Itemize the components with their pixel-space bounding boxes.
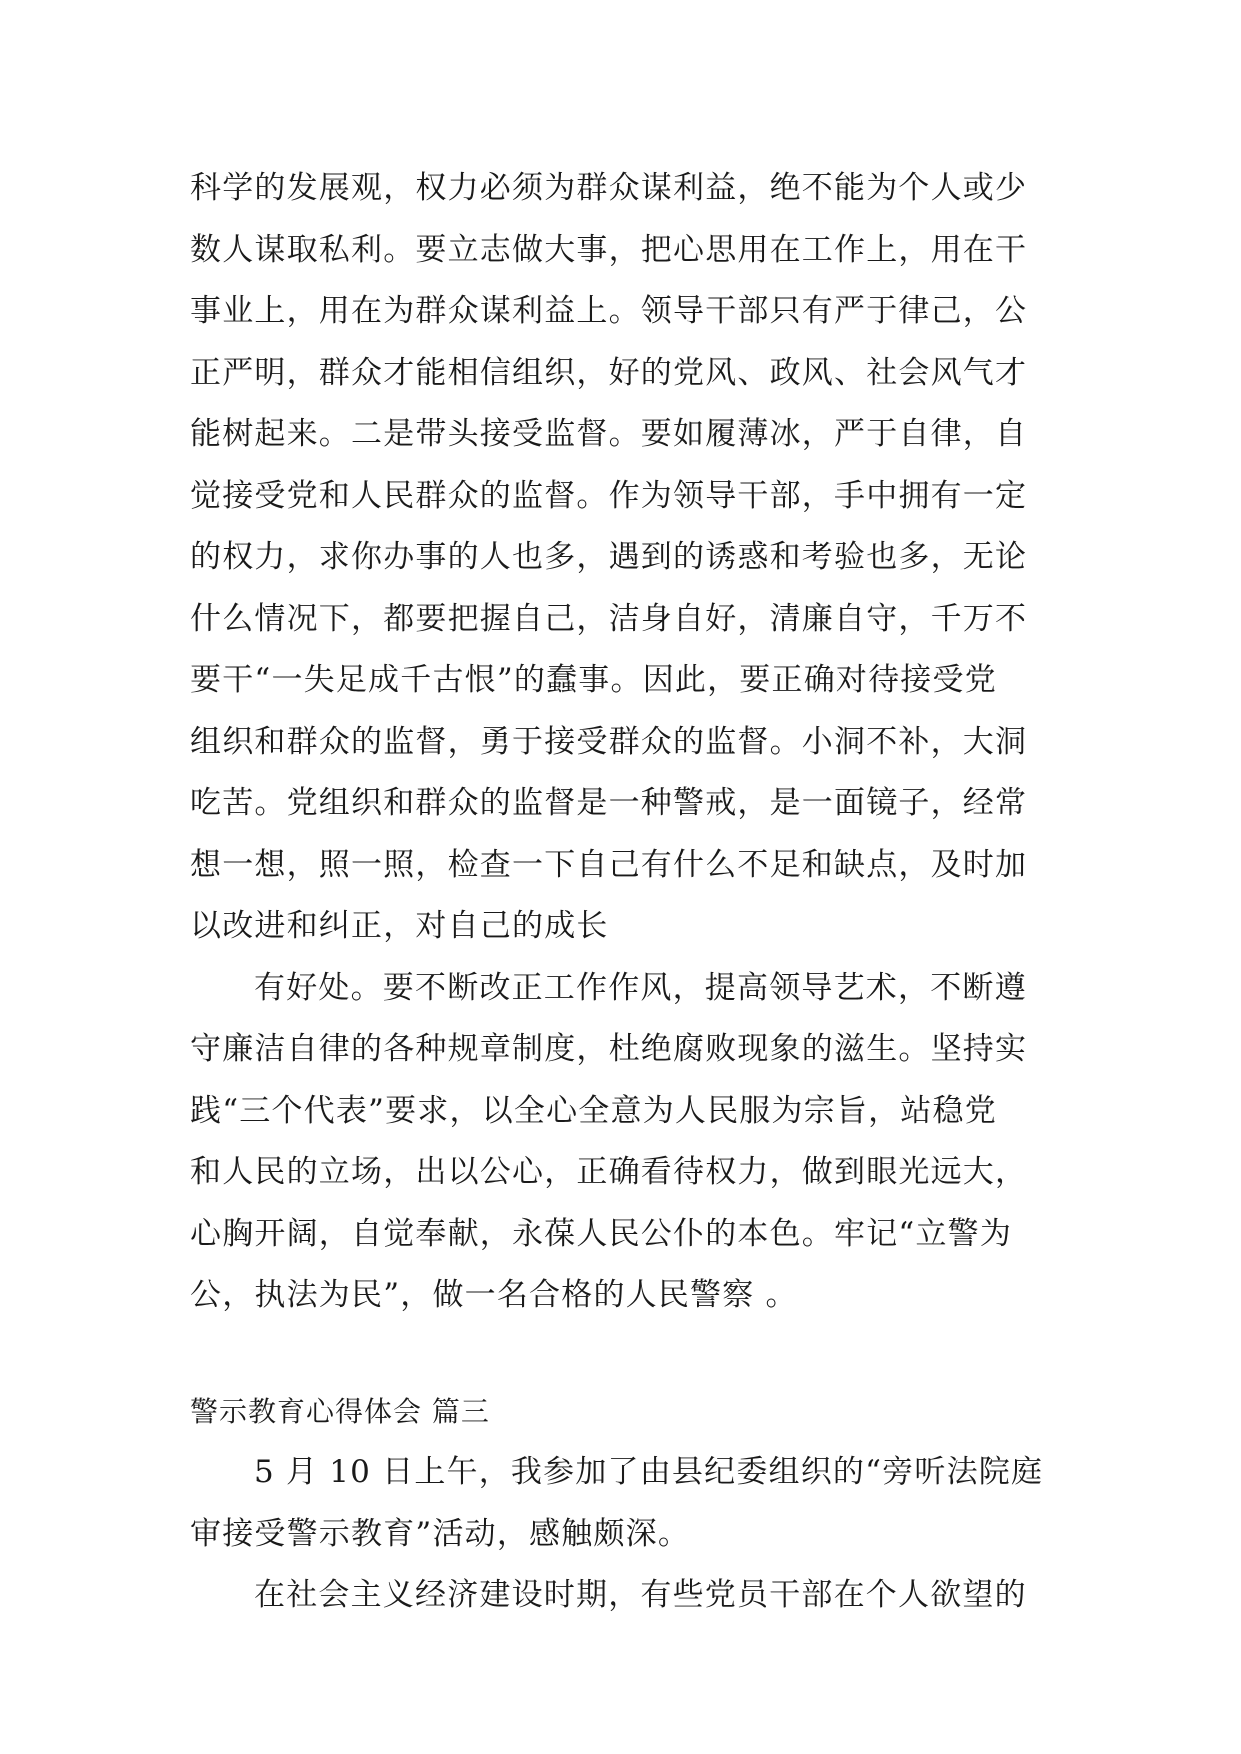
text-line: 和人民的立场，出以公心，正确看待权力，做到眼光远大，: [190, 1154, 1028, 1190]
text-line: 组织和群众的监督，勇于接受群众的监督。小洞不补，大洞: [190, 723, 1028, 760]
paragraph: [190, 958, 1070, 1327]
text-line: 在社会主义经济建设时期，有些党员干部在个人欲望的: [254, 1577, 1027, 1613]
text-line: 事业上，用在为群众谋利益上。领导干部只有严于律己，公: [190, 293, 1028, 329]
text-line: 心胸开阔，自觉奉献，永葆人民公仆的本色。牢记“立警为: [190, 1215, 1013, 1252]
text-line: 能树起来。二是带头接受监督。要如履薄冰，严于自律，自: [190, 416, 1028, 452]
text-line: 公，执法为民”，做一名合格的人民警察 。: [190, 1277, 798, 1313]
text-line: 践“三个代表”要求，以全心全意为人民服为宗旨，站稳党: [190, 1092, 997, 1129]
text-line: 科学的发展观，权力必须为群众谋利益，绝不能为个人或少: [190, 170, 1028, 206]
paragraph: [190, 1442, 1070, 1565]
section-heading: 警示教育心得体会 篇三: [190, 1394, 490, 1428]
text-line: 5 月 10 日上午，我参加了由县纪委组织的“旁听法院庭: [254, 1454, 1044, 1490]
text-line: 数人谋取私利。要立志做大事，把心思用在工作上，用在干: [190, 231, 1028, 268]
text-line: 觉接受党和人民群众的监督。作为领导干部，手中拥有一定: [190, 477, 1028, 514]
text-line: 以改进和纠正，对自己的成长: [190, 908, 609, 944]
text-line: 正严明，群众才能相信组织，好的党风、政风、社会风气才: [190, 354, 1028, 391]
paragraph: [190, 158, 1070, 958]
text-line: 守廉洁自律的各种规章制度，杜绝腐败现象的滋生。坚持实: [190, 1031, 1028, 1067]
text-line: 有好处。要不断改正工作作风，提高领导艺术，不断遵: [254, 969, 1027, 1006]
paragraph: [190, 1565, 1070, 1627]
document-body: [190, 158, 1070, 1627]
text-line: 要干“一失足成千古恨”的蠢事。因此，要正确对待接受党: [190, 662, 997, 698]
text-line: 审接受警示教育”活动，感触颇深。: [190, 1515, 691, 1552]
text-line: 什么情况下，都要把握自己，洁身自好，清廉自守，千万不: [190, 600, 1028, 637]
text-line: 的权力，求你办事的人也多，遇到的诱惑和考验也多，无论: [190, 539, 1028, 575]
text-line: 想一想，照一照，检查一下自己有什么不足和缺点，及时加: [190, 846, 1028, 883]
text-line: 吃苦。党组织和群众的监督是一种警戒，是一面镜子，经常: [190, 785, 1028, 821]
